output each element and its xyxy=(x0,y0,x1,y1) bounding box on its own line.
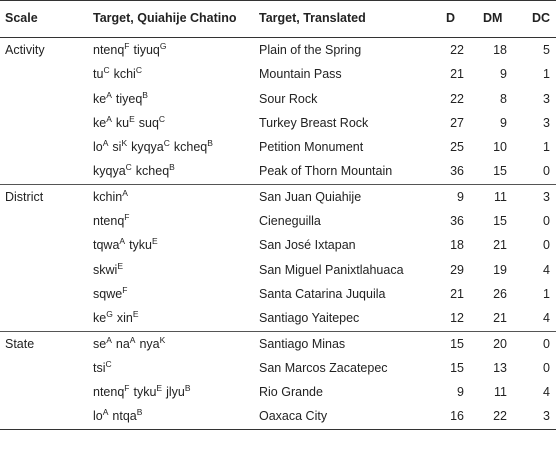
target-word xyxy=(93,140,108,154)
cell-target xyxy=(93,67,146,81)
header-translated: Target, Translated xyxy=(259,11,366,25)
cell-target xyxy=(93,113,169,130)
tone-superscript: A xyxy=(106,334,112,345)
target-word xyxy=(93,409,108,423)
tone-superscript: A xyxy=(102,138,109,149)
target-word-text: jlyu xyxy=(166,385,185,400)
cell-dc: 3 xyxy=(543,115,550,130)
target-word xyxy=(133,385,162,399)
table-row xyxy=(0,209,556,233)
table-body xyxy=(0,38,556,430)
target-word-text: ntenq xyxy=(93,214,125,229)
cell-translated: Mountain Pass xyxy=(259,67,342,82)
tone-superscript: A xyxy=(102,407,109,418)
cell-scale: State xyxy=(5,336,35,351)
target-word xyxy=(93,284,128,301)
cell-dm: 18 xyxy=(493,43,507,57)
target-word-text: ntqa xyxy=(112,409,137,424)
target-word xyxy=(93,385,129,399)
table-group xyxy=(0,38,556,185)
target-word xyxy=(174,140,213,154)
cell-dm: 8 xyxy=(500,91,507,106)
tone-superscript: E xyxy=(129,113,135,124)
target-word-text: lo xyxy=(93,409,103,424)
target-word xyxy=(93,334,112,351)
cell-dc: 3 xyxy=(543,189,550,204)
cell-dc: 0 xyxy=(543,336,550,351)
table-row xyxy=(0,62,556,86)
cell-dm: 26 xyxy=(493,286,507,301)
cell-dc: 4 xyxy=(543,385,550,400)
cell-target xyxy=(93,43,171,57)
table-group xyxy=(0,332,556,430)
cell-translated: Petition Monument xyxy=(259,140,364,155)
cell-d: 18 xyxy=(450,238,464,253)
table-row xyxy=(0,233,556,257)
target-word-text: ke xyxy=(93,91,107,106)
cell-translated: Rio Grande xyxy=(259,385,323,400)
tone-superscript: A xyxy=(106,89,112,100)
target-word xyxy=(133,43,166,57)
target-word xyxy=(136,164,175,178)
target-word xyxy=(129,238,158,252)
tone-superscript: G xyxy=(106,309,113,320)
tone-superscript: E xyxy=(132,309,139,320)
cell-dm: 21 xyxy=(493,311,507,326)
cell-translated: Turkey Breast Rock xyxy=(259,115,369,130)
tone-superscript: E xyxy=(152,236,158,247)
cell-d: 9 xyxy=(457,189,464,204)
target-word-text: se xyxy=(93,336,107,351)
tone-superscript: C xyxy=(135,65,142,76)
tone-superscript: A xyxy=(106,113,112,124)
header-d: D xyxy=(446,11,456,25)
cell-d: 12 xyxy=(450,311,464,326)
target-word xyxy=(115,89,148,106)
target-word-text: kcheq xyxy=(173,140,208,155)
tone-superscript: A xyxy=(122,187,128,198)
cell-dm: 15 xyxy=(493,164,507,179)
target-word xyxy=(93,43,129,57)
cell-translated: San Marcos Zacatepec xyxy=(259,360,388,375)
cell-translated: Peak of Thorn Mountain xyxy=(259,164,393,179)
cell-dc: 5 xyxy=(543,43,550,57)
target-word xyxy=(93,67,110,81)
target-word-text: kchin xyxy=(93,189,123,204)
cell-target xyxy=(93,409,146,423)
cell-dc: 0 xyxy=(543,164,550,179)
cell-dc: 0 xyxy=(543,214,550,229)
target-word xyxy=(114,67,142,81)
cell-dc: 0 xyxy=(543,238,550,253)
cell-translated: Cieneguilla xyxy=(259,214,321,229)
table-row xyxy=(0,87,556,111)
tone-superscript: E xyxy=(117,260,123,271)
target-word xyxy=(93,187,128,204)
cell-d: 27 xyxy=(450,115,464,130)
cell-target xyxy=(93,358,116,375)
table-row xyxy=(0,404,556,428)
target-word-text: kcheq xyxy=(135,164,170,179)
cell-translated: Santa Catarina Juquila xyxy=(259,286,386,301)
cell-target xyxy=(93,164,179,178)
cell-target xyxy=(93,260,127,277)
target-word-text: nya xyxy=(139,336,160,351)
cell-target xyxy=(93,334,169,351)
tone-superscript: B xyxy=(184,383,191,394)
target-word xyxy=(93,113,112,130)
target-word xyxy=(138,113,166,130)
cell-dm: 11 xyxy=(494,189,507,204)
target-word xyxy=(112,140,127,154)
tone-superscript: C xyxy=(103,65,110,76)
tone-superscript: F xyxy=(122,284,128,295)
target-word xyxy=(139,334,166,351)
tone-superscript: B xyxy=(207,138,213,149)
cell-target xyxy=(93,284,131,301)
cell-target xyxy=(93,187,132,204)
cell-d: 21 xyxy=(450,67,464,82)
tone-superscript: C xyxy=(158,113,166,124)
target-word xyxy=(112,409,142,423)
target-word-text: tiyeq xyxy=(115,91,143,106)
tone-superscript: F xyxy=(124,212,130,223)
target-word-text: kyqya xyxy=(93,164,126,179)
target-word-text: tu xyxy=(93,67,104,82)
cell-d: 25 xyxy=(450,140,464,155)
target-word xyxy=(93,238,125,252)
cell-scale: District xyxy=(5,189,44,204)
table-row xyxy=(0,111,556,135)
header-target: Target, Quiahije Chatino xyxy=(93,11,237,25)
table-row xyxy=(0,306,556,330)
cell-translated: San José Ixtapan xyxy=(259,238,356,253)
target-word-text: ntenq xyxy=(93,385,125,400)
table-row xyxy=(0,38,556,62)
cell-translated: San Juan Quiahije xyxy=(259,189,362,204)
target-word-text: kyqya xyxy=(131,140,164,155)
target-word xyxy=(166,385,190,399)
table-group xyxy=(0,185,556,332)
tone-superscript: A xyxy=(129,334,136,345)
cell-target xyxy=(93,89,152,106)
tone-superscript: K xyxy=(159,334,166,345)
target-word-text: ke xyxy=(93,115,107,130)
target-word xyxy=(93,214,129,228)
cell-translated: Plain of the Spring xyxy=(259,43,362,57)
cell-dm: 20 xyxy=(493,336,507,351)
target-word xyxy=(131,140,170,154)
tone-superscript: A xyxy=(119,236,126,247)
target-word-text: kchi xyxy=(113,67,136,82)
cell-dc: 1 xyxy=(543,140,550,155)
tone-superscript: E xyxy=(156,383,163,394)
target-word-text: ke xyxy=(93,311,107,326)
target-word xyxy=(93,89,112,106)
cell-translated: Santiago Yaitepec xyxy=(259,311,360,326)
target-word-text: suq xyxy=(138,115,159,130)
cell-target xyxy=(93,238,162,252)
table-header xyxy=(0,0,556,38)
table-row xyxy=(0,356,556,380)
tone-superscript: B xyxy=(142,89,148,100)
cell-dm: 15 xyxy=(493,214,507,229)
cell-d: 29 xyxy=(450,262,464,277)
cell-target xyxy=(93,385,195,399)
target-word-text: na xyxy=(115,336,130,351)
target-word xyxy=(93,311,113,325)
header-dm: DM xyxy=(483,11,503,25)
header-scale: Scale xyxy=(5,11,38,25)
cell-dc: 0 xyxy=(543,360,550,375)
table-row xyxy=(0,258,556,282)
cell-dc: 3 xyxy=(543,409,550,424)
tone-superscript: C xyxy=(125,162,132,173)
tone-superscript: F xyxy=(124,383,130,394)
target-word xyxy=(117,311,139,325)
target-word-text: tqwa xyxy=(93,238,120,253)
target-word-text: tiyuq xyxy=(133,43,160,57)
target-word-text: sqwe xyxy=(93,286,123,301)
target-word-text: ntenq xyxy=(93,43,125,57)
target-word xyxy=(93,358,112,375)
table-row xyxy=(0,135,556,159)
cell-d: 16 xyxy=(450,409,464,424)
cell-translated: Santiago Minas xyxy=(259,336,346,351)
cell-d: 15 xyxy=(450,360,464,375)
cell-dc: 1 xyxy=(543,67,550,82)
target-word-text: tyku xyxy=(133,385,157,400)
target-word xyxy=(93,260,123,277)
cell-target xyxy=(93,214,133,228)
cell-d: 21 xyxy=(450,286,464,301)
target-word-text: tyku xyxy=(129,238,153,253)
cell-dm: 13 xyxy=(493,360,507,375)
cell-dm: 9 xyxy=(500,115,507,130)
cell-dm: 10 xyxy=(493,140,507,155)
cell-translated: Sour Rock xyxy=(259,91,318,106)
table-row xyxy=(0,185,556,209)
header-dc: DC xyxy=(532,11,551,25)
table-row xyxy=(0,332,556,356)
cell-dm: 9 xyxy=(500,67,507,82)
cell-d: 9 xyxy=(457,385,464,400)
cell-target xyxy=(93,140,217,154)
target-word-text: skwi xyxy=(93,262,118,277)
cell-target xyxy=(93,311,142,325)
cell-dc: 1 xyxy=(543,286,550,301)
cell-scale: Activity xyxy=(5,43,45,57)
cell-dc: 3 xyxy=(543,91,550,106)
table-row xyxy=(0,282,556,306)
tone-superscript: C xyxy=(163,138,170,149)
cell-translated: San Miguel Panixtlahuaca xyxy=(259,262,404,277)
cell-d: 36 xyxy=(450,214,464,229)
cell-dm: 11 xyxy=(494,385,507,400)
target-word xyxy=(115,113,135,130)
target-word xyxy=(115,334,136,351)
tone-superscript: F xyxy=(124,41,130,51)
cell-translated: Oaxaca City xyxy=(259,409,328,424)
tone-superscript: K xyxy=(121,138,128,149)
target-word-text: si xyxy=(112,140,122,155)
table-row xyxy=(0,159,556,183)
tone-superscript: B xyxy=(136,407,143,418)
cell-dc: 4 xyxy=(543,311,550,326)
cell-d: 22 xyxy=(450,91,464,106)
table-row xyxy=(0,380,556,404)
tone-superscript: G xyxy=(159,41,167,51)
cell-dm: 19 xyxy=(493,262,507,277)
target-word-text: ku xyxy=(115,115,130,130)
target-word-text: xin xyxy=(116,311,133,326)
cell-d: 15 xyxy=(450,336,464,351)
target-word-text: tsi xyxy=(93,360,106,375)
cell-dc: 4 xyxy=(543,262,550,277)
tone-superscript: C xyxy=(105,358,112,369)
cell-d: 22 xyxy=(450,43,464,57)
tone-superscript: B xyxy=(169,162,175,173)
target-word-text: lo xyxy=(93,140,103,155)
cell-dm: 21 xyxy=(493,238,507,253)
cell-dm: 22 xyxy=(493,409,507,424)
cell-d: 36 xyxy=(450,164,464,179)
target-word xyxy=(93,164,132,178)
